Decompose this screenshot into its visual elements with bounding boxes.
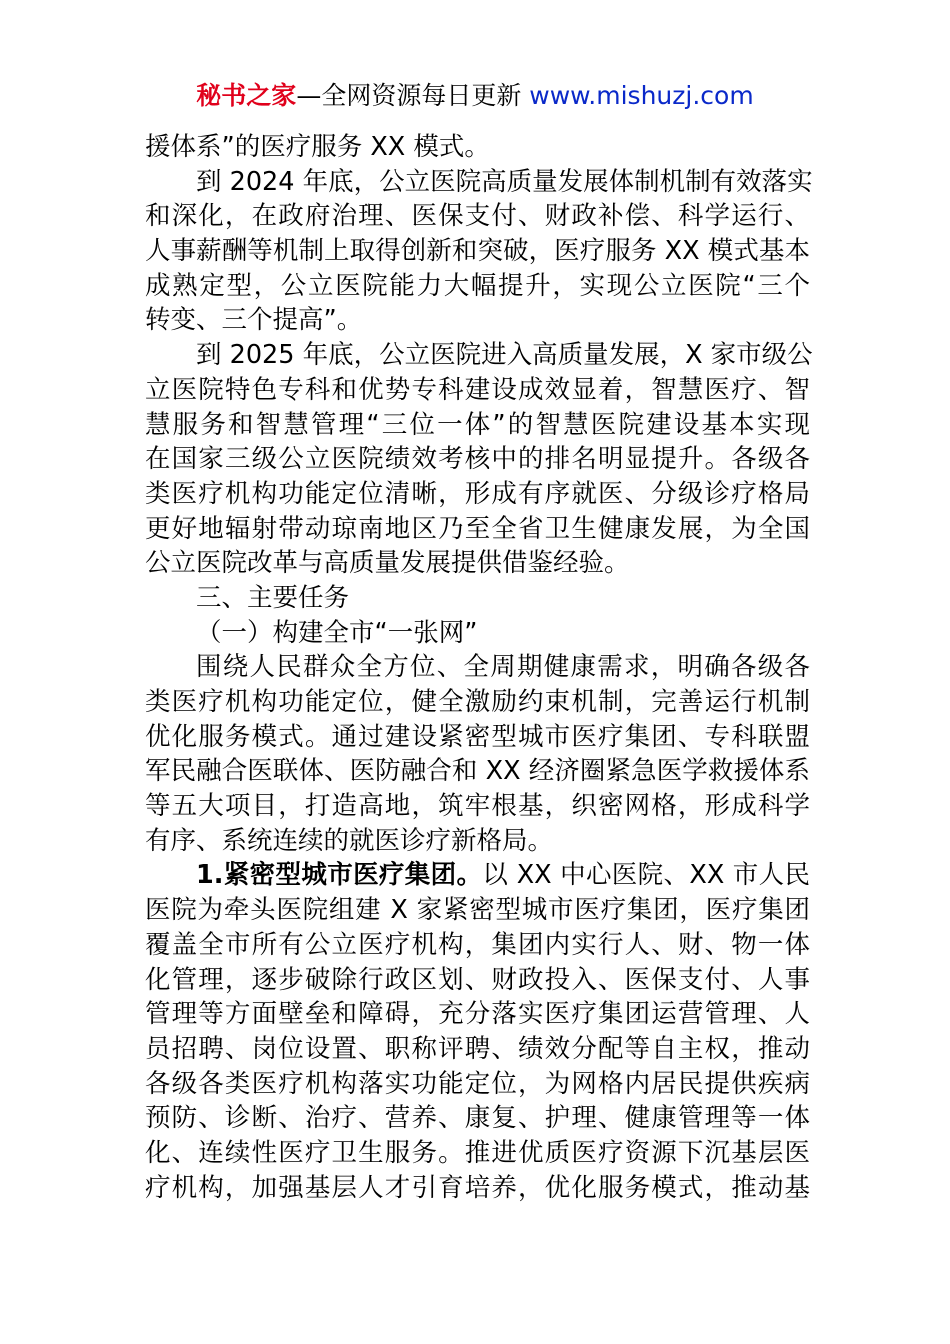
line-text: 以 XX 中心医院、XX 市人民 [482,860,810,891]
paragraph-line [145,893,810,928]
line-text: 预防、诊断、治疗、营养、康复、护理、健康管理等一体 [145,1103,810,1134]
line-text: 人事薪酬等机制上取得创新和突破，医疗服务 XX 模式基本 [145,236,810,267]
paragraph-line [145,408,810,443]
line-text: 转变、三个提高”。 [145,305,363,336]
paragraph-line [145,997,810,1032]
page-header [0,78,950,114]
line-text: 优化服务模式。通过建设紧密型城市医疗集团、专科联盟 [145,721,810,752]
header-tagline: —全网资源每日更新 [296,81,530,110]
paragraph-line [145,373,810,408]
paragraph-line [145,269,810,304]
paragraph-line [145,581,810,616]
header-url-link[interactable]: www.mishuzj.com [529,81,754,110]
line-text: 军民融合医联体、医防融合和 XX 经济圈紧急医学救援体系 [145,756,810,787]
paragraph-line [145,616,810,651]
paragraph-line [145,824,810,859]
paragraph-line [145,303,810,338]
paragraph-line [145,165,813,200]
line-text: 员招聘、岗位设置、职称评聘、绩效分配等自主权，推动 [145,1033,810,1064]
paragraph-line [145,1171,810,1206]
paragraph-line [145,130,810,165]
paragraph-line [145,650,810,685]
line-text: 各级各类医疗机构落实功能定位，为网格内居民提供疾病 [145,1068,810,1099]
paragraph-line [145,234,810,269]
paragraph-line [145,685,810,720]
paragraph-line [145,720,810,755]
line-text: 类医疗机构功能定位，健全激励约束机制，完善运行机制 [145,687,810,717]
line-text: 慧服务和智慧管理“三位一体”的智慧医院建设基本实现 [145,409,810,440]
line-text: 化、连续性医疗卫生服务。推进优质医疗资源下沉基层医 [145,1137,810,1168]
paragraph-line [145,754,810,789]
line-text: 援体系”的医疗服务 XX 模式。 [145,132,490,162]
paragraph-line [145,338,813,373]
line-text: 类医疗机构功能定位清晰，形成有序就医、分级诊疗格局 [145,478,810,509]
line-text: 覆盖全市所有公立医疗机构，集团内实行人、财、物一体 [145,929,810,960]
paragraph-line [145,199,810,234]
line-text: 到 2024 年底，公立医院高质量发展体制机制有效落实 [196,166,813,197]
paragraph-line [145,1067,810,1102]
paragraph-line [145,928,810,963]
paragraph-line [145,963,810,998]
paragraph-line [145,789,810,824]
section-heading: 1.紧密型城市医疗集团。 [196,860,483,891]
line-text: （一）构建全市“一张网” [196,617,478,648]
line-text: 疗机构，加强基层人才引育培养，优化服务模式，推动基 [145,1172,810,1203]
line-text: 立医院特色专科和优势专科建设成效显着，智慧医疗、智 [145,374,810,405]
line-text: 和深化，在政府治理、医保支付、财政补偿、科学运行、 [145,201,810,232]
line-text: 三、主要任务 [196,582,350,613]
line-text: 公立医院改革与高质量发展提供借鉴经验。 [145,548,630,579]
paragraph-line [145,1032,810,1067]
document-body [145,130,813,1205]
line-text: 医院为牵头医院组建 X 家紧密型城市医疗集团，医疗集团 [145,895,810,926]
paragraph-line [145,858,810,893]
brand-name: 秘书之家 [196,81,297,110]
line-text: 围绕人民群众全方位、全周期健康需求，明确各级各 [196,652,810,683]
paragraph-line [145,1136,810,1171]
line-text: 有序、系统连续的就医诊疗新格局。 [145,825,554,856]
paragraph-line [145,512,810,547]
paragraph-line [145,477,810,512]
line-text: 成熟定型，公立医院能力大幅提升，实现公立医院“三个 [145,270,810,301]
line-text: 等五大项目，打造高地，筑牢根基，织密网格，形成科学 [145,791,810,822]
line-text: 更好地辐射带动琼南地区乃至全省卫生健康发展，为全国 [145,513,810,544]
line-text: 到 2025 年底，公立医院进入高质量发展，X 家市级公 [196,340,813,371]
paragraph-line [145,546,810,581]
line-text: 在国家三级公立医院绩效考核中的排名明显提升。各级各 [145,444,810,475]
paragraph-line [145,1101,810,1136]
line-text: 化管理，逐步破除行政区划、财政投入、医保支付、人事 [145,964,810,995]
paragraph-line [145,442,810,477]
line-text: 管理等方面壁垒和障碍，充分落实医疗集团运营管理、人 [145,999,810,1030]
